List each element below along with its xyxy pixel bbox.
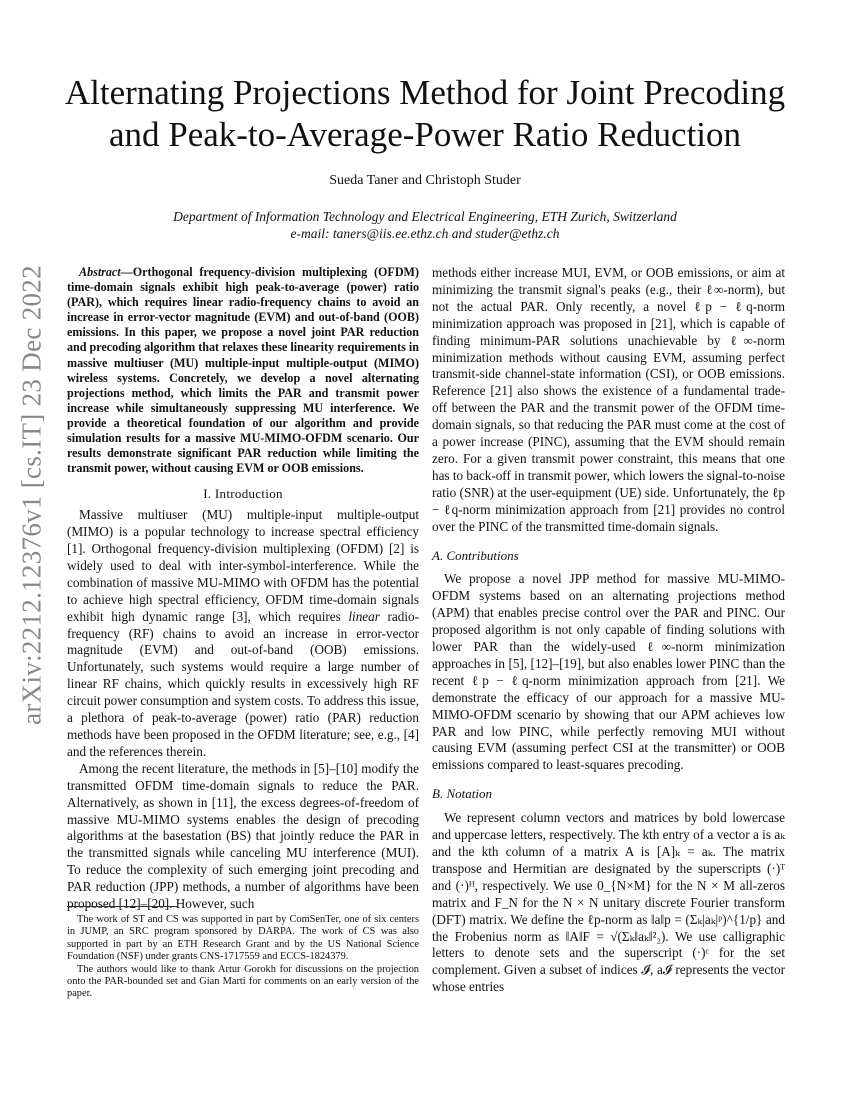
footnote-rule xyxy=(67,906,177,907)
paper-title: Alternating Projections Method for Joint Precoding and Peak-to-Average-Power Ratio Reduction xyxy=(64,73,786,154)
arxiv-identifier xyxy=(8,265,56,725)
email-line: e-mail: taners@iis.ee.ethz.ch and studer@ethz.ch xyxy=(290,226,560,241)
notation-paragraph: We represent column vectors and matrices by bold lowercase and uppercase letters, respectively. The kth entry of a vector a is aₖ and the kth column of a matrix A is [A]ₖ = aₖ. The matrix transpose and Hermitian are designated by the superscripts (·)ᵀ and (·)ᴴ, respectively. We use 0_{N×M} for the N × M all-zeros matrix and F_N for the N × N unitary discrete Fourier transform (DFT) matrix. We define the ℓp-norm as ‖a‖p = (Σₖ|aₖ|ᵖ)^{1/p} and the Frobenius norm as ‖A‖F = √(Σₖ‖aₖ‖²₂). We use calligraphic letters to denote sets and the superscript (·)ᶜ for the set complement. Given a subset of indices 𝓘, a𝓘 represents the vector whose entries xyxy=(432,810,785,995)
intro-paragraph-2: Among the recent literature, the methods in [5]–[10] modify the transmitted OFDM time-domain signals to reduce the PAR. Alternatively, as shown in [11], the excess degrees-of-freedom of massive MU-MIMO systems enables the design of precoding algorithms at the basestation (BS) that jointly reduce the PAR in the transmitted signals while canceling MU interference (MUI). To reduce the complexity of such emerging joint precoding and PAR reduction (JPP) methods, a number of algorithms have been proposed [12]–[20]. However, such xyxy=(67,760,419,912)
intro-paragraph-1 xyxy=(67,507,419,761)
intro-continuation: methods either increase MUI, EVM, or OOB emissions, or aim at minimizing the transmit signal's peaks (e.g., their ℓ∞-norm), but not the actual PAR. Only recently, a novel ℓp − ℓq-norm minimization approach was proposed in [21], which is capable of finding minimum-PAR solutions unachievable by ℓ∞-norm minimization methods without causing EVM, assuming perfect transmit-side channel-state information (CSI), or OOB emissions. Reference [21] also shows the existence of a fundamental trade-off between the PAR and the transmit power of the OFDM time-domain signals, so that reducing the PAR must come at the cost of a power increase (PINC), assuming that the EVM should remain zero. For a given transmit power constraint, this means that one has to back-off in transmit power, which lowers the signal-to-noise ratio (SNR) at the user-equipment (UE) side. Unfortunately, the ℓp − ℓq-norm minimization approach from [21] provides no control over the PINC of the transmitted time-domain signals. xyxy=(432,265,786,534)
intro-p1-text-a: Massive multiuser (MU) multiple-input multiple-output (MIMO) is a popular technology to increase spectral efficiency [1]. Orthogonal frequency-division multiplexing (OFDM) [2] is widely used to deal with inter-symbol-interference. While the combination of massive MU-MIMO with OFDM has the potential to achieve high spectral efficiency, OFDM time-domain signals exhibit high dynamic range [3], which requires xyxy=(67,507,419,624)
subsection-heading-notation: B. Notation xyxy=(432,786,492,802)
subsection-heading-contributions: A. Contributions xyxy=(432,547,519,563)
abstract xyxy=(67,265,419,476)
arxiv-identifier-text: arXiv:2212.12376v1 [cs.IT] 23 Dec 2022 xyxy=(16,265,47,725)
left-column xyxy=(67,265,419,913)
contributions-paragraph: We propose a novel JPP method for massive MU-MIMO-OFDM systems based on an alternating projections method (APM) that enables precise control over the PAR and PINC. Our proposed algorithm is not only capable of finding solutions with lower PAR than the widely-used ℓ∞-norm minimization approaches in [5], [12]–[19], but also enables lower PINC than the recent ℓp − ℓq-norm minimization approach from [21]. We demonstrate the efficacy of our approach for a massive MU-MIMO-OFDM scenario by showing that our APM achieves low PAR and low PINC, while perfectly removing MUI without causing EVM (assuming perfect CSI at the transmitter) or OOB emissions compared to least-squares precoding. xyxy=(432,571,785,773)
intro-p1-emphasis: linear xyxy=(348,608,380,624)
affiliation: Department of Information Technology and Electrical Engineering, ETH Zurich, Switzerland xyxy=(173,209,677,224)
footnotes xyxy=(67,914,419,1001)
section-heading-introduction: I. Introduction xyxy=(203,486,283,502)
intro-p1-text-b: radio-frequency (RF) chains to avoid an increase in error-vector magnitude (EVM) and out-of-band (OOB) emissions. Unfortunately, such systems would require a large number of linear RF chains, which quickly results in excessively high RF circuit power consumption and system costs. To address this issue, a plethora of peak-to-average (power) ratio (PAR) reduction methods have been proposed in the OFDM literature; see, e.g., [4] and the references therein. xyxy=(67,608,419,759)
footnote-funding: The work of ST and CS was supported in part by ComSenTer, one of six centers in JUMP, an SRC program sponsored by DARPA. The work of CS was also supported in part by an ETH Research Grant and by the US National Science Foundation (NSF) under grants CNS-1717559 and ECCS-1824379. xyxy=(67,914,419,963)
author-list: Sueda Taner and Christoph Studer xyxy=(329,173,521,188)
abstract-text: Orthogonal frequency-division multiplexing (OFDM) time-domain signals exhibit high peak-to-average (power) ratio (PAR), which requires linear radio-frequency chains to avoid an increase in error-vector magnitude (EVM) and out-of-band (OOB) emissions. In this paper, we propose a novel joint PAR reduction and precoding algorithm that relaxes these linearity requirements in massive multiuser (MU) multiple-input multiple-output (MIMO) wireless systems. Concretely, we develop a novel alternating projections method, which limits the PAR and transmit power increase while simultaneously suppressing MU interference. We provide a theoretical foundation of our algorithm and provide simulation results for a massive MU-MIMO-OFDM scenario. Our results demonstrate significant PAR reduction while limiting the transmit power, without causing EVM or OOB emissions. xyxy=(67,265,419,476)
right-column xyxy=(432,265,785,996)
abstract-label: Abstract— xyxy=(79,265,133,279)
footnote-acknowledgment: The authors would like to thank Artur Gorokh for discussions on the projection onto the PAR-bounded set and Gian Marti for comments on an early version of the paper. xyxy=(67,963,419,1000)
affiliation-block xyxy=(60,208,790,242)
